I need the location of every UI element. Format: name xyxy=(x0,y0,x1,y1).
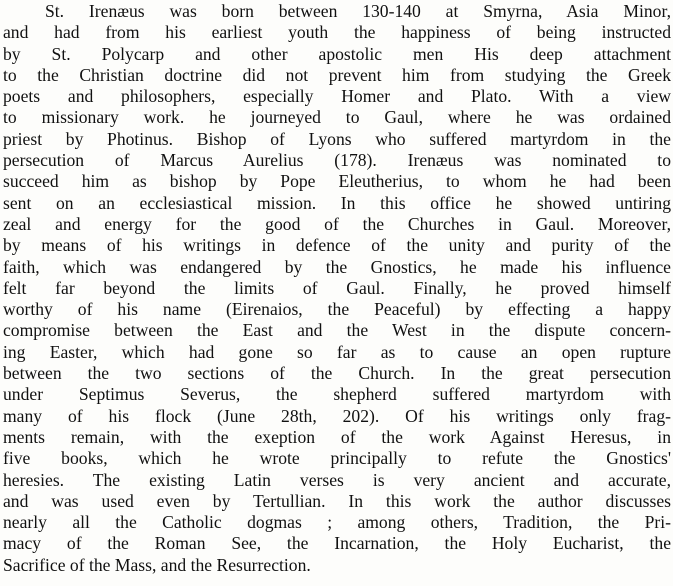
text-line: and was used even by Tertullian. In this work the author discusses xyxy=(3,490,671,511)
text-line: Sacrifice of the Mass, and the Resurrection. xyxy=(3,554,311,575)
text-line: ments remain, with the exeption of the work Against Heresus, in xyxy=(3,426,671,447)
text-line: and had from his earliest youth the happiness of being instructed xyxy=(3,22,671,43)
text-line: heresies. The existing Latin verses is very ancient and accurate, xyxy=(3,469,671,490)
article-paragraph xyxy=(3,1,671,576)
text-line: under Septimus Severus, the shepherd suffered martyrdom with xyxy=(3,384,671,405)
text-line: St. Irenæus was born between 130-140 at Smyrna, Asia Minor, xyxy=(45,1,671,21)
text-line: priest by Photinus. Bishop of Lyons who suffered martyrdom in the xyxy=(3,128,671,149)
text-line: to the Christian doctrine did not prevent him from studying the Greek xyxy=(3,64,671,85)
text-line: to missionary work. he journeyed to Gaul, where he was ordained xyxy=(3,107,671,128)
text-line: compromise between the East and the West in the dispute concern- xyxy=(3,320,671,341)
text-line: worthy of his name (Eirenaios, the Peaceful) by effecting a happy xyxy=(3,299,671,320)
text-line: by means of his writings in defence of the unity and purity of the xyxy=(3,235,671,256)
text-line: between the two sections of the Church. In the great persecution xyxy=(3,363,671,384)
text-line: felt far beyond the limits of Gaul. Finally, he proved himself xyxy=(3,277,671,298)
text-line: by St. Polycarp and other apostolic men His deep attachment xyxy=(3,43,671,64)
text-line: many of his flock (June 28th, 202). Of his writings only frag- xyxy=(3,405,671,426)
text-line: macy of the Roman See, the Incarnation, the Holy Eucharist, the xyxy=(3,533,671,554)
text-line: ing Easter, which had gone so far as to cause an open rupture xyxy=(3,341,671,362)
text-line: succeed him as bishop by Pope Eleutherius, to whom he had been xyxy=(3,171,671,192)
text-line: poets and philosophers, especially Homer and Plato. With a view xyxy=(3,86,671,107)
text-line: faith, which was endangered by the Gnostics, he made his influence xyxy=(3,256,671,277)
text-line: nearly all the Catholic dogmas ; among others, Tradition, the Pri- xyxy=(3,512,671,533)
text-line: persecution of Marcus Aurelius (178). Irenæus was nominated to xyxy=(3,150,671,171)
text-line: five books, which he wrote principally to refute the Gnostics' xyxy=(3,448,671,469)
text-line: zeal and energy for the good of the Churches in Gaul. Moreover, xyxy=(3,213,671,234)
text-line: sent on an ecclesiastical mission. In this office he showed untiring xyxy=(3,192,671,213)
